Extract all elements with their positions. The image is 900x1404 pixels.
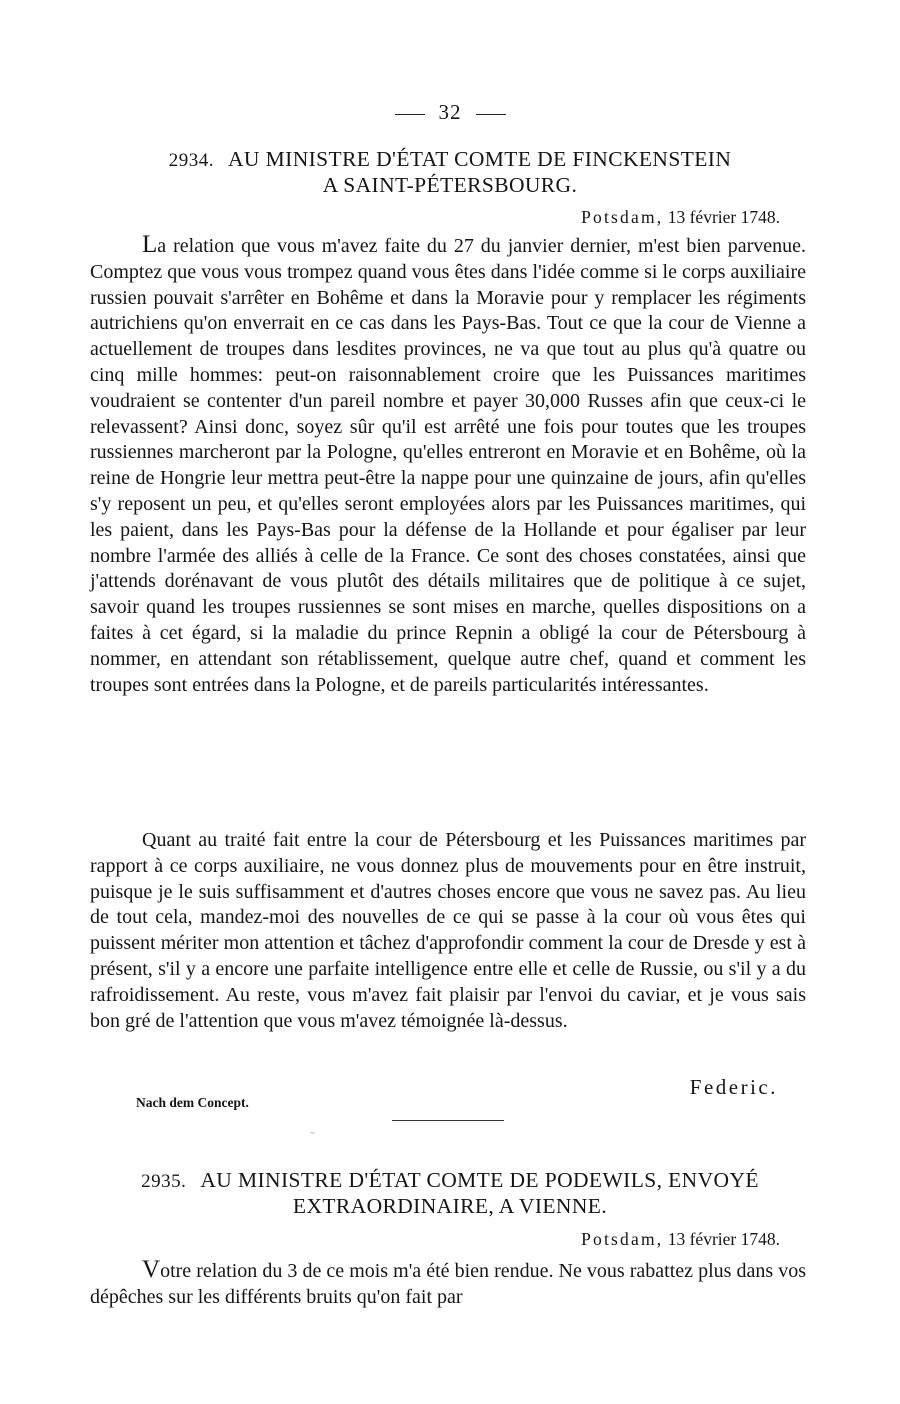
letter-2935-number: 2935.: [141, 1171, 187, 1192]
initial-letter: V: [142, 1256, 161, 1283]
letter-2934-signature: Federic.: [689, 1075, 778, 1099]
paragraph-text: a relation que vous m'avez faite du 27 du janvier dernier, m'est bien parvenue. Comptez que vous vous trompez quand vous êtes dans l'idée comme si le corps auxiliaire russien pouvait s'arrêter en Bohême et dans la Moravie pour y remplacer les régiments autrichiens qu'on enverrait en ce cas dans les Pays-Bas. Tout ce que la cour de Vienne a actuellement de troupes dans lesdites provinces, ne va que tout au plus qu'à quatre ou cinq mille hommes: peut-on raisonnablement croire que les Puissances maritimes voudraient se contenter d'un pareil nombre et payer 30,000 Russes afin que ceux-ci le relevassent? Ainsi donc, soyez sûr qu'il est arrêté une fois pour toutes que les troupes russiennes marcheront par la Pologne, qu'elles entreront en Moravie et en Bohême, où la reine de Hongrie leur mettra peut-être la nappe pour une quinzaine de jours, afin qu'elles s'y reposent un peu, et qu'elles seront employées alors par les Puissances maritimes, qui les paient, dans les Pays-Bas pour la défense de la Hollande et pour égaliser par leur nombre l'armée des alliés à celle de la France. Ce sont des choses constatées, ainsi que j'attends dorénavant de vous plutôt des détails militaires que de politique à ce sujet, savoir quand les troupes russiennes se sont mises en marche, quelles dispositions on a faites à cet égard, si la maladie du prince Repnin a obligé la cour de Pétersbourg à nommer, en attendant son rétablissement, quelque autre chef, quand et comment les troupes sont entrées dans la Pologne, et de pareils particularités intéressantes.: [90, 235, 806, 696]
letter-2934-source-note: Nach dem Concept.: [136, 1095, 249, 1110]
page-number-text: 32: [438, 100, 462, 124]
page-number-rule-right: [476, 114, 506, 115]
letter-2935-recipient: AU MINISTRE D'ÉTAT COMTE DE PODEWILS, ENVOYÉ: [200, 1168, 759, 1192]
letter-2934-heading: [90, 147, 810, 198]
letter-2935-paragraph-1: [90, 1257, 806, 1311]
initial-letter: L: [142, 231, 158, 258]
paragraph-text: Quant au traité fait entre la cour de Pétersbourg et les Puissances maritimes par rapport à ce corps auxiliaire, ne vous donnez plus de mouvements pour en être instruit, puisque je le suis suffisamment et d'autres choses encore que vous ne savez pas. Au lieu de tout cela, mandez-moi des nouvelles de ce qui se passe à la cour où vous êtes qui puissent mériter mon attention et tâchez d'approfondir comment la cour de Dresde y est à présent, s'il y a encore une parfaite intelligence entre elle et celle de Russie, ou s'il y a du rafroidissement. Au reste, vous m'avez fait plaisir par l'envoi du caviar, et je vous sais bon gré de l'attention que vous m'avez témoignée là-dessus.: [90, 829, 806, 1032]
letter-2934-paragraph-2: [90, 828, 806, 1034]
letter-2934-date: 13 février 1748.: [667, 207, 780, 227]
letter-2934-recipient: AU MINISTRE D'ÉTAT COMTE DE FINCKENSTEIN: [227, 147, 732, 171]
page-number-rule-left: [395, 114, 425, 115]
paragraph-text: otre relation du 3 de ce mois m'a été bien rendue. Ne vous rabattez plus dans vos dépêches sur les différents bruits qu'on fait par: [90, 1260, 806, 1308]
letter-2934-date-place: Potsdam,: [581, 207, 664, 227]
letter-2935-date-place: Potsdam,: [581, 1229, 664, 1249]
letter-2935-date: 13 février 1748.: [667, 1229, 780, 1249]
letter-2934-heading-line2: A SAINT-PÉTERSBOURG.: [322, 173, 578, 197]
letter-2935-heading-line2: EXTRAORDINAIRE, A VIENNE.: [292, 1194, 608, 1218]
print-speck: ~: [310, 1128, 315, 1138]
letter-2934-heading-line1: [90, 147, 810, 173]
letter-2935-heading: [90, 1168, 810, 1219]
letter-2934-dateline: [581, 207, 780, 228]
letter-2934-paragraph-1: [90, 232, 806, 698]
letter-2934-number: 2934.: [168, 150, 214, 171]
page-number: [0, 100, 900, 125]
section-separator: [392, 1120, 504, 1121]
letter-2935-dateline: [581, 1229, 780, 1250]
letter-2935-heading-line1: [90, 1168, 810, 1194]
